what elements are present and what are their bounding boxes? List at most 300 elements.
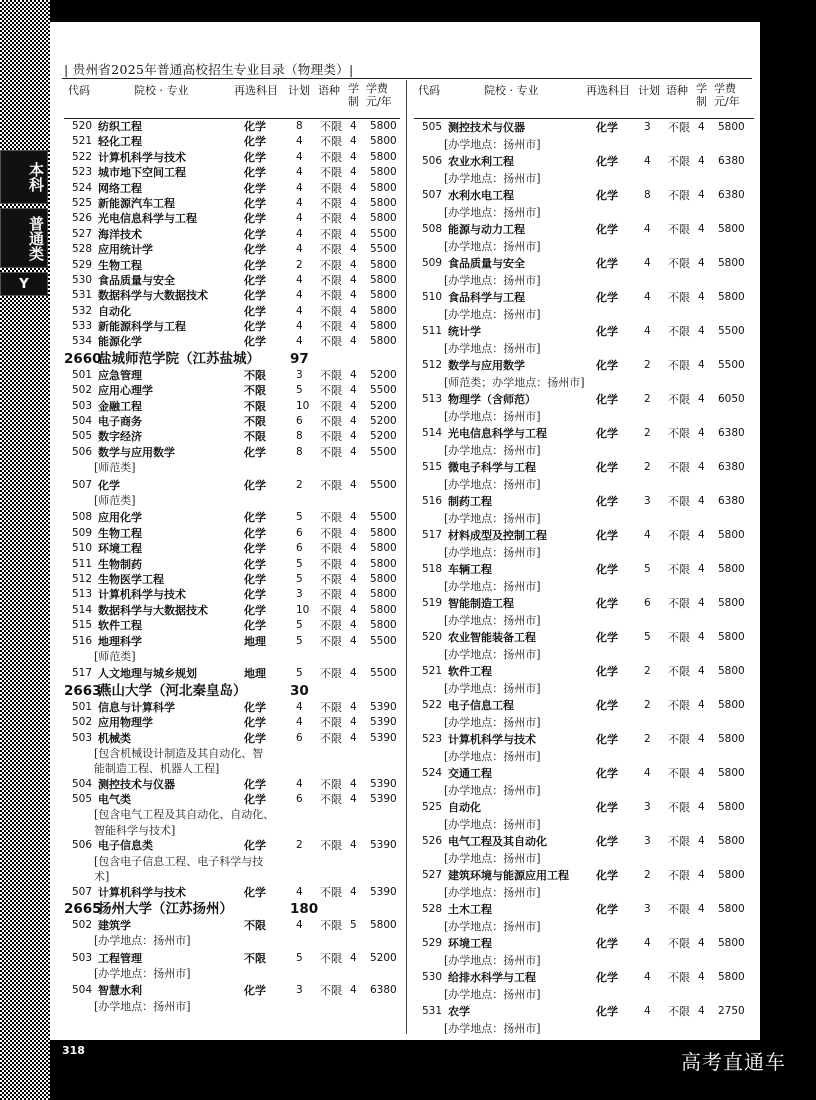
duration: 4: [350, 227, 357, 240]
major-name: 地理科学: [98, 634, 142, 648]
tuition-fee: 6050: [718, 393, 745, 405]
subject-requirement: 化学: [244, 445, 266, 459]
major-note: [师范类]: [94, 649, 136, 663]
language: 不限: [320, 430, 342, 444]
major-note: [办学地点：扬州市]: [444, 750, 541, 763]
major-code: 516: [71, 634, 92, 647]
duration: 4: [350, 839, 357, 852]
plan-count: 8: [296, 120, 303, 132]
duration: 4: [698, 257, 705, 269]
school-name: 盐城师范学院（江苏盐城）: [98, 350, 260, 367]
plan-count: 3: [296, 368, 303, 381]
duration: 4: [698, 767, 705, 779]
header-name: 院校 · 专业: [134, 84, 189, 97]
duration: 4: [350, 166, 357, 179]
major-code: 522: [421, 699, 442, 711]
table-row: [64, 666, 400, 681]
major-code: 524: [71, 181, 92, 194]
table-row: [414, 867, 754, 884]
major-name: 应用统计学: [98, 243, 153, 257]
language: 不限: [668, 869, 690, 882]
school-code: 2663: [64, 682, 102, 699]
major-note: [办学地点：扬州市]: [444, 580, 541, 593]
tuition-fee: 6380: [718, 155, 745, 167]
subject-requirement: 化学: [244, 731, 266, 745]
school-heading: [64, 900, 400, 918]
major-code: 503: [71, 399, 92, 412]
subject-requirement: 化学: [596, 597, 618, 610]
duration: 4: [350, 368, 357, 381]
language: 不限: [668, 903, 690, 916]
major-name: 轻化工程: [98, 135, 142, 149]
language: 不限: [320, 700, 342, 714]
page-number: 318: [62, 1044, 85, 1057]
duration: 4: [350, 984, 357, 997]
table-row: [414, 153, 754, 170]
major-note: [办学地点：扬州市]: [444, 682, 541, 695]
major-code: 505: [71, 430, 92, 443]
major-code: 505: [421, 121, 442, 133]
table-row: [64, 429, 400, 444]
major-name: 数字经济: [98, 430, 142, 444]
language: 不限: [320, 603, 342, 617]
table-row: [64, 557, 400, 572]
language: 不限: [320, 166, 342, 180]
major-code: 524: [421, 767, 442, 779]
list-item: [414, 289, 754, 323]
tuition-fee: 5800: [718, 665, 745, 677]
school-code: 2660: [64, 350, 102, 367]
duration: 4: [350, 430, 357, 443]
major-name: 应用化学: [98, 511, 142, 525]
tuition-fee: 5500: [370, 634, 397, 647]
table-row: [64, 383, 400, 398]
tuition-fee: 2750: [718, 1005, 745, 1017]
tuition-fee: 5200: [370, 430, 397, 443]
tuition-fee: 5800: [718, 597, 745, 609]
duration: 4: [350, 258, 357, 271]
table-row: [414, 935, 754, 952]
major-name: 物理学（含师范）: [448, 393, 536, 406]
subject-requirement: 化学: [596, 699, 618, 712]
subject-requirement: 化学: [596, 563, 618, 576]
duration: 4: [350, 384, 357, 397]
language: 不限: [668, 665, 690, 678]
tuition-fee: 5800: [370, 320, 397, 333]
tuition-fee: 6380: [718, 461, 745, 473]
language: 不限: [668, 495, 690, 508]
major-note: [办学地点：扬州市]: [444, 274, 541, 287]
subject-requirement: 化学: [244, 227, 266, 241]
language: 不限: [668, 835, 690, 848]
tuition-fee: 5800: [370, 196, 397, 209]
major-note: [办学地点：扬州市]: [444, 614, 541, 627]
duration: 4: [698, 461, 705, 473]
subject-requirement: 不限: [244, 368, 266, 382]
tuition-fee: 5500: [370, 227, 397, 240]
plan-count: 4: [644, 325, 651, 337]
plan-count: 6: [296, 731, 303, 744]
header-duration: 学制: [696, 82, 707, 108]
duration: 4: [350, 951, 357, 964]
major-code: 511: [71, 557, 92, 570]
plan-count: 8: [296, 445, 303, 458]
tuition-fee: 5500: [370, 511, 397, 524]
language: 不限: [320, 478, 342, 492]
language: 不限: [320, 777, 342, 791]
plan-count: 4: [644, 971, 651, 983]
major-code: 501: [71, 368, 92, 381]
duration: 4: [350, 526, 357, 539]
major-name: 测控技术与仪器: [98, 777, 175, 791]
subject-requirement: 化学: [596, 359, 618, 372]
language: 不限: [320, 716, 342, 730]
major-code: 520: [71, 120, 92, 132]
tuition-fee: 5800: [718, 291, 745, 303]
duration: 4: [698, 563, 705, 575]
language: 不限: [668, 325, 690, 338]
subject-requirement: 化学: [244, 885, 266, 899]
major-name: 测控技术与仪器: [448, 121, 525, 134]
duration: 4: [698, 121, 705, 133]
duration: 4: [698, 393, 705, 405]
subject-requirement: 化学: [596, 325, 618, 338]
language: 不限: [320, 135, 342, 149]
major-note: [办学地点：扬州市]: [444, 410, 541, 423]
tuition-fee: 5800: [718, 529, 745, 541]
subject-requirement: 化学: [596, 971, 618, 984]
major-name: 能源化学: [98, 335, 142, 349]
major-code: 503: [71, 951, 92, 964]
tuition-fee: 5800: [370, 557, 397, 570]
school-heading: [64, 682, 400, 700]
plan-count: 8: [296, 430, 303, 443]
language: 不限: [668, 563, 690, 576]
major-name: 建筑学: [98, 918, 131, 932]
list-item: [414, 357, 754, 391]
major-note: [办学地点：扬州市]: [444, 478, 541, 491]
plan-count: 3: [296, 984, 303, 997]
subject-requirement: 化学: [596, 733, 618, 746]
major-code: 507: [71, 885, 92, 898]
language: 不限: [668, 223, 690, 236]
major-name: 纺织工程: [98, 120, 142, 133]
plan-count: 4: [644, 291, 651, 303]
header-plan: 计划: [638, 84, 660, 97]
plan-count: 2: [296, 258, 303, 271]
plan-count: 4: [296, 227, 303, 240]
header-subject: 再选科目: [586, 84, 630, 97]
document-page: [50, 22, 760, 1040]
major-note: [师范类]: [94, 461, 136, 475]
table-row: [64, 288, 400, 303]
major-name: 海洋技术: [98, 227, 142, 241]
subject-requirement: 不限: [244, 384, 266, 398]
subject-requirement: 化学: [244, 839, 266, 853]
major-note: [办学地点：扬州市]: [444, 988, 541, 1001]
tuition-fee: 5800: [718, 223, 745, 235]
duration: 4: [698, 699, 705, 711]
plan-count: 3: [644, 121, 651, 133]
plan-count: 6: [296, 526, 303, 539]
table-row: [414, 969, 754, 986]
subject-requirement: 化学: [244, 777, 266, 791]
subject-requirement: 化学: [596, 461, 618, 474]
plan-count: 4: [296, 181, 303, 194]
major-note: [办学地点：扬州市]: [444, 342, 541, 355]
table-row: [64, 211, 400, 226]
subject-requirement: 化学: [244, 304, 266, 318]
plan-count: 4: [296, 918, 303, 931]
duration: 4: [698, 189, 705, 201]
major-code: 531: [71, 289, 92, 302]
language: 不限: [320, 368, 342, 382]
list-item: [414, 765, 754, 799]
subject-requirement: 化学: [596, 257, 618, 270]
table-row: [64, 918, 400, 933]
major-name: 车辆工程: [448, 563, 492, 576]
major-note: [办学地点：扬州市]: [444, 240, 541, 253]
duration: 4: [698, 971, 705, 983]
subject-requirement: 化学: [244, 289, 266, 303]
table-row: [64, 258, 400, 273]
major-name: 生物工程: [98, 258, 142, 272]
major-note: [办学地点：扬州市]: [94, 934, 191, 948]
plan-count: 5: [296, 951, 303, 964]
table-row: [414, 663, 754, 680]
table-row: [64, 399, 400, 414]
language: 不限: [320, 445, 342, 459]
subject-requirement: 化学: [244, 526, 266, 540]
major-code: 534: [71, 335, 92, 348]
language: 不限: [320, 951, 342, 965]
language: 不限: [320, 150, 342, 164]
major-code: 513: [71, 588, 92, 601]
language: 不限: [320, 258, 342, 272]
duration: 4: [350, 793, 357, 806]
major-code: 504: [71, 984, 92, 997]
table-row: [414, 561, 754, 578]
major-note: [办学地点：扬州市]: [444, 784, 541, 797]
plan-count: 10: [296, 399, 310, 412]
language: 不限: [320, 839, 342, 853]
major-name: 电气类: [98, 793, 131, 807]
plan-count: 4: [296, 716, 303, 729]
major-name: 电子信息工程: [448, 699, 514, 712]
subject-requirement: 不限: [244, 430, 266, 444]
subject-requirement: 化学: [596, 121, 618, 134]
subject-requirement: 化学: [244, 572, 266, 586]
tuition-fee: 5200: [370, 399, 397, 412]
duration: 4: [350, 557, 357, 570]
table-row: [64, 445, 400, 460]
tuition-fee: 5200: [370, 368, 397, 381]
subject-requirement: 化学: [244, 181, 266, 195]
plan-count: 4: [296, 320, 303, 333]
table-row: [64, 634, 400, 649]
major-name: 信息与计算科学: [98, 700, 175, 714]
subject-requirement: 地理: [244, 634, 266, 648]
tuition-fee: 5800: [370, 526, 397, 539]
language: 不限: [320, 511, 342, 525]
major-code: 512: [71, 572, 92, 585]
subject-requirement: 化学: [244, 603, 266, 617]
major-code: 505: [71, 793, 92, 806]
plan-count: 5: [296, 667, 303, 680]
language: 不限: [668, 257, 690, 270]
language: 不限: [320, 918, 342, 932]
table-row: [414, 799, 754, 816]
table-row: [64, 273, 400, 288]
header-lang: 语种: [666, 84, 688, 97]
duration: 4: [350, 304, 357, 317]
language: 不限: [320, 181, 342, 195]
table-row: [414, 187, 754, 204]
tuition-fee: 5800: [718, 767, 745, 779]
table-row: [414, 629, 754, 646]
major-name: 应用心理学: [98, 384, 153, 398]
language: 不限: [320, 320, 342, 334]
major-name: 环境工程: [98, 542, 142, 556]
table-row: [414, 357, 754, 374]
duration: 4: [698, 155, 705, 167]
left-column: [64, 82, 400, 1014]
major-code: 528: [71, 243, 92, 256]
plan-count: 6: [296, 415, 303, 428]
major-name: 数据科学与大数据技术: [98, 289, 208, 303]
major-code: 512: [421, 359, 442, 371]
language: 不限: [320, 634, 342, 648]
table-row: [414, 391, 754, 408]
major-code: 529: [71, 258, 92, 271]
table-row: [64, 242, 400, 257]
major-name: 生物医学工程: [98, 572, 164, 586]
duration: 4: [350, 511, 357, 524]
duration: 4: [350, 603, 357, 616]
subject-requirement: 化学: [244, 557, 266, 571]
header-subject: 再选科目: [234, 84, 278, 97]
tuition-fee: 5500: [370, 667, 397, 680]
plan-count: 5: [296, 557, 303, 570]
tuition-fee: 5800: [370, 212, 397, 225]
school-heading: [64, 350, 400, 368]
table-row: [64, 414, 400, 429]
major-code: 532: [71, 304, 92, 317]
plan-count: 4: [644, 767, 651, 779]
header-name: 院校 · 专业: [484, 84, 539, 97]
tuition-fee: 5500: [718, 325, 745, 337]
language: 不限: [668, 359, 690, 372]
list-item: [414, 187, 754, 221]
subject-requirement: 化学: [244, 212, 266, 226]
subject-requirement: 不限: [244, 951, 266, 965]
subject-requirement: 化学: [596, 665, 618, 678]
language: 不限: [320, 542, 342, 556]
subject-requirement: 化学: [596, 155, 618, 168]
language: 不限: [320, 120, 342, 133]
major-code: 509: [421, 257, 442, 269]
subject-requirement: 不限: [244, 415, 266, 429]
subject-requirement: 化学: [244, 150, 266, 164]
plan-count: 3: [644, 835, 651, 847]
duration: 4: [698, 835, 705, 847]
major-code: 517: [71, 667, 92, 680]
list-item: [414, 527, 754, 561]
subject-requirement: 化学: [596, 1005, 618, 1018]
major-code: 506: [421, 155, 442, 167]
major-name: 计算机科学与技术: [98, 588, 186, 602]
major-note: [办学地点：扬州市]: [444, 444, 541, 457]
tuition-fee: 5800: [370, 258, 397, 271]
duration: 4: [350, 700, 357, 713]
major-code: 513: [421, 393, 442, 405]
subject-requirement: 化学: [244, 273, 266, 287]
major-name: 机械类: [98, 731, 131, 745]
major-code: 523: [421, 733, 442, 745]
duration: 4: [698, 291, 705, 303]
table-row: [414, 833, 754, 850]
major-name: 软件工程: [98, 619, 142, 633]
major-name: 电子信息类: [98, 839, 153, 853]
major-name: 光电信息科学与工程: [448, 427, 547, 440]
table-row: [414, 493, 754, 510]
major-name: 城市地下空间工程: [98, 166, 186, 180]
plan-count: 5: [296, 384, 303, 397]
major-code: 508: [421, 223, 442, 235]
tuition-fee: 5390: [370, 793, 397, 806]
subject-requirement: 化学: [596, 869, 618, 882]
plan-count: 4: [296, 166, 303, 179]
subject-requirement: 化学: [244, 984, 266, 998]
subject-requirement: 化学: [244, 716, 266, 730]
list-item: [414, 119, 754, 153]
major-code: 515: [421, 461, 442, 473]
table-row: [64, 368, 400, 383]
language: 不限: [320, 196, 342, 210]
major-note: [办学地点：扬州市]: [444, 648, 541, 661]
plan-count: 4: [296, 700, 303, 713]
language: 不限: [668, 971, 690, 984]
table-header-right: [414, 82, 754, 119]
school-code: 2665: [64, 900, 102, 917]
subject-requirement: 化学: [596, 495, 618, 508]
tuition-fee: 5800: [718, 733, 745, 745]
tuition-fee: 5800: [718, 835, 745, 847]
tuition-fee: 5800: [370, 181, 397, 194]
header-code: 代码: [418, 84, 440, 97]
major-code: 522: [71, 150, 92, 163]
subject-requirement: 不限: [244, 399, 266, 413]
major-code: 528: [421, 903, 442, 915]
major-name: 食品质量与安全: [98, 273, 175, 287]
major-note: [办学地点：扬州市]: [444, 716, 541, 729]
tuition-fee: 5800: [718, 937, 745, 949]
table-row: [414, 255, 754, 272]
duration: 4: [350, 273, 357, 286]
list-item: [414, 629, 754, 663]
list-item: [414, 867, 754, 901]
subject-requirement: 化学: [244, 120, 266, 133]
list-item: [414, 221, 754, 255]
list-item: [414, 697, 754, 731]
plan-count: 4: [644, 529, 651, 541]
duration: 4: [350, 619, 357, 632]
tuition-fee: 5800: [370, 166, 397, 179]
tuition-fee: 6380: [718, 495, 745, 507]
plan-count: 5: [644, 631, 651, 643]
major-name: 建筑环境与能源应用工程: [448, 869, 569, 882]
major-code: 510: [71, 542, 92, 555]
